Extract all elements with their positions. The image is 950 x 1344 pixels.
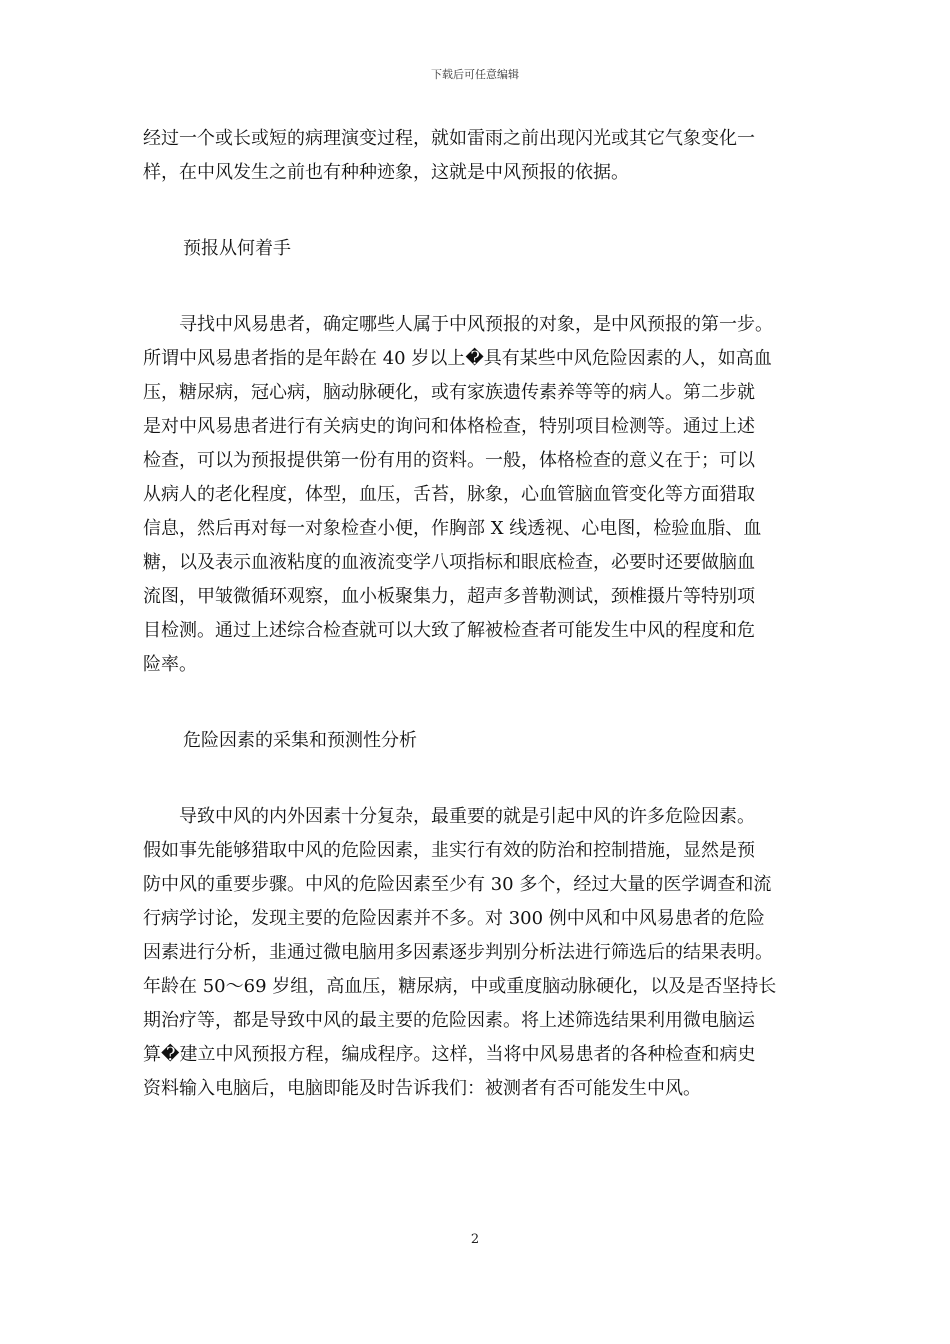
page-header: 下载后可任意编辑: [431, 68, 519, 81]
text-line: 算�建立中风预报方程，编成程序。这样，当将中风易患者的各种检查和病史: [143, 1044, 756, 1065]
text-line: 目检测。通过上述综合检查就可以大致了解被检查者可能发生中风的程度和危: [143, 620, 755, 641]
text-line: 流图，甲皱微循环观察，血小板聚集力，超声多普勒测试，颈椎摄片等特别项: [143, 586, 755, 607]
text-line: 年龄在 50～69 岁组，高血压，糖尿病，中或重度脑动脉硬化，以及是否坚持长: [143, 976, 777, 997]
document-body: [143, 122, 809, 1106]
text-line: 从病人的老化程度，体型，血压，舌苔，脉象，心血管脑血管变化等方面猎取: [143, 484, 755, 505]
section-heading-1: 预报从何着手: [183, 238, 291, 259]
text-line: 糖，以及表示血液粘度的血液流变学八项指标和眼底检查，必要时还要做脑血: [143, 552, 755, 573]
paragraph-2: [143, 308, 809, 682]
page-number: 2: [470, 1232, 480, 1247]
paragraph-1: [143, 122, 809, 190]
text-line: 防中风的重要步骤。中风的危险因素至少有 30 多个，经过大量的医学调查和流: [143, 874, 772, 895]
text-line: 样，在中风发生之前也有种种迹象，这就是中风预报的依据。: [143, 162, 629, 183]
text-line: 信息，然后再对每一对象检查小便，作胸部 X 线透视、心电图，检验血脂、血: [143, 518, 762, 539]
text-line: 导致中风的内外因素十分复杂，最重要的就是引起中风的许多危险因素。: [143, 806, 755, 827]
text-line: 所谓中风易患者指的是年龄在 40 岁以上�具有某些中风危险因素的人，如高血: [143, 348, 772, 369]
text-line: 压，糖尿病，冠心病，脑动脉硬化，或有家族遗传素养等等的病人。第二步就: [143, 382, 755, 403]
text-line: 检查，可以为预报提供第一份有用的资料。一般，体格检查的意义在于；可以: [143, 450, 755, 471]
text-line: 资料输入电脑后，电脑即能及时告诉我们：被测者有否可能发生中风。: [143, 1078, 701, 1099]
text-line: 因素进行分析，韭通过微电脑用多因素逐步判别分析法进行筛选后的结果表明。: [143, 942, 773, 963]
text-line: 假如事先能够猎取中风的危险因素，韭实行有效的防治和控制措施，显然是预: [143, 840, 755, 861]
text-line: 行病学讨论，发现主要的危险因素并不多。对 300 例中风和中风易患者的危险: [143, 908, 765, 929]
text-line: 期治疗等，都是导致中风的最主要的危险因素。将上述筛选结果利用微电脑运: [143, 1010, 755, 1031]
section-heading-2: 危险因素的采集和预测性分析: [183, 730, 417, 751]
paragraph-3: [143, 800, 809, 1106]
text-line: 经过一个或长或短的病理演变过程，就如雷雨之前出现闪光或其它气象变化一: [143, 128, 755, 149]
text-line: 寻找中风易患者，确定哪些人属于中风预报的对象，是中风预报的第一步。: [143, 314, 773, 335]
text-line: 险率。: [143, 654, 197, 675]
text-line: 是对中风易患者进行有关病史的询问和体格检查，特别项目检测等。通过上述: [143, 416, 755, 437]
